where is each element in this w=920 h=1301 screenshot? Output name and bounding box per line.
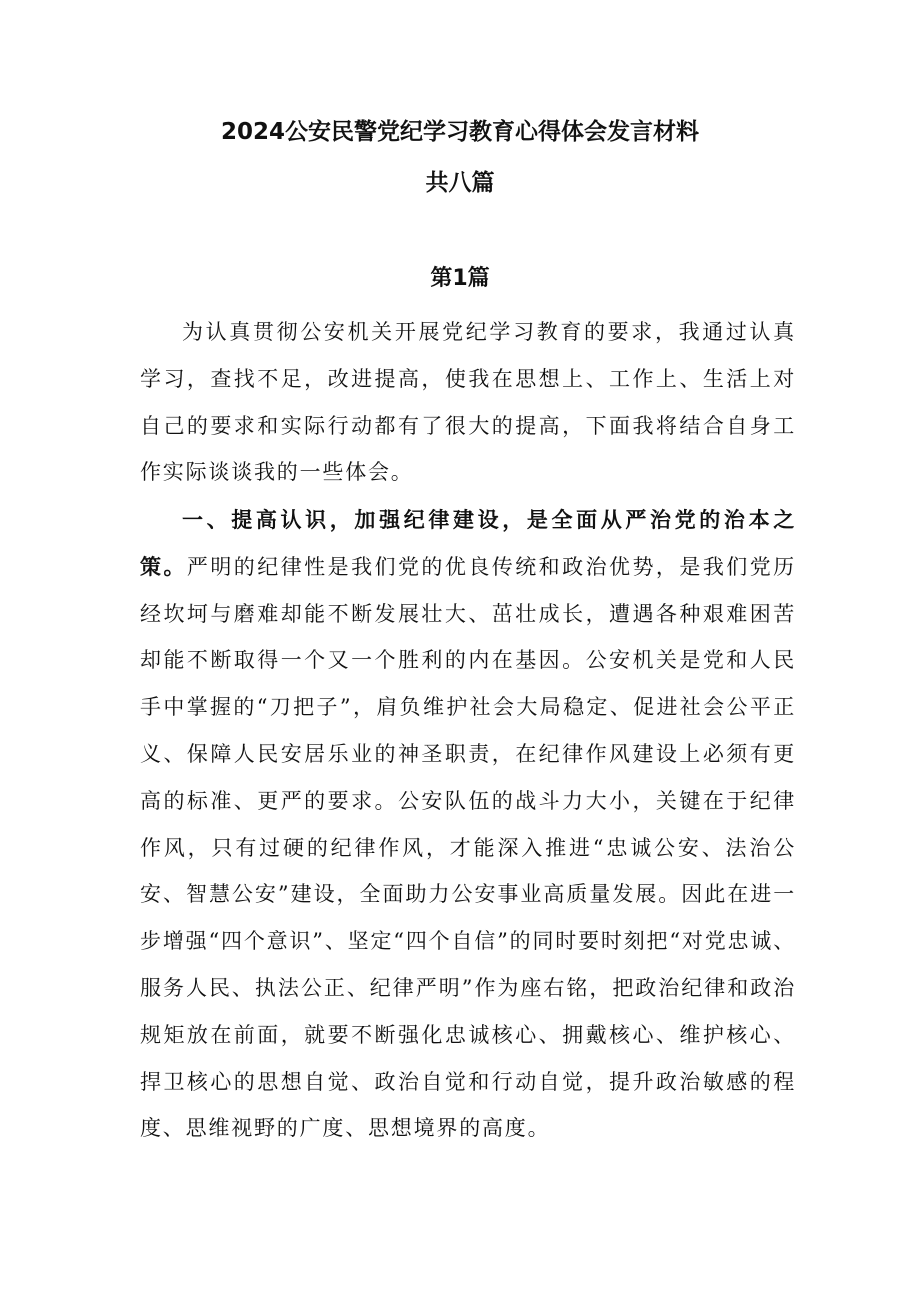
paragraph-intro xyxy=(140,309,796,496)
paragraph-text: 为认真贯彻公安机关开展党纪学习教育的要求，我通过认真学习，查找不足，改进提高，使我在思想上、工作上、生活上对自己的要求和实际行动都有了很大的提高，下面我将结合自身工作实际谈谈我的一些体会。 xyxy=(140,320,796,485)
document-subtitle: 共八篇 xyxy=(425,170,495,196)
paragraph-text: 严明的纪律性是我们党的优良传统和政治优势，是我们党历经坎坷与磨难却能不断发展壮大、茁壮成长，遭遇各种艰难困苦却能不断取得一个又一个胜利的内在基因。公安机关是党和人民手中掌握的“刀把子”，肩负维护社会大局稳定、促进社会公平正义、保障人民安居乐业的神圣职责，在纪律作风建设上必须有更高的标准、更严的要求。公安队伍的战斗力大小，关键在于纪律作风，只有过硬的纪律作风，才能深入推进“忠诚公安、法治公安、智慧公安”建设，全面助力公安事业高质量发展。因此在进一步增强“四个意识”、坚定“四个自信”的同时要时刻把“对党忠诚、服务人民、执法公正、纪律严明”作为座右铭，把政治纪律和政治规矩放在前面，就要不断强化忠诚核心、拥戴核心、维护核心、捍卫核心的思想自觉、政治自觉和行动自觉，提升政治敏感的程度、思维视野的广度、思想境界的高度。 xyxy=(140,554,796,1141)
article-heading: 第1篇 xyxy=(430,266,490,291)
paragraph-section-one xyxy=(140,497,796,1152)
document-title: 2024公安民警党纪学习教育心得体会发言材料 xyxy=(220,119,699,145)
section-heading: 一、提高认识，加强纪律建设，是全面从严治党的治本之策。 xyxy=(140,507,796,579)
